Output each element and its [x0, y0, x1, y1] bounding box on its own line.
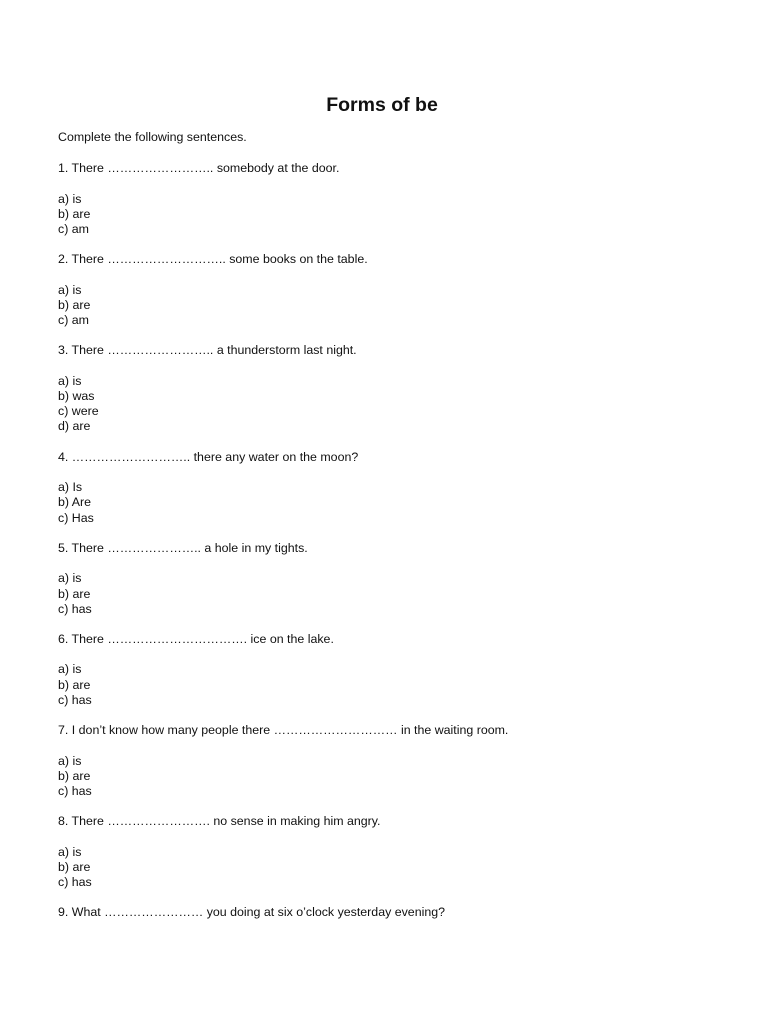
question-text: 5. There ………………….. a hole in my tights. [58, 540, 308, 555]
instruction-text: Complete the following sentences. [58, 130, 247, 144]
answer-options [58, 192, 738, 238]
question-text: 4. ……………………….. there any water on the moon? [58, 449, 359, 464]
question-2 [58, 252, 738, 328]
question-text: 3. There …………………….. a thunderstorm last night. [58, 343, 357, 358]
answer-option: a) is [58, 191, 82, 206]
answer-options [58, 571, 738, 617]
answer-option: b) are [58, 206, 91, 221]
answer-option: a) is [58, 753, 82, 768]
answer-options [58, 480, 738, 526]
question-text: 7. I don’t know how many people there ………………………… in the waiting room. [58, 723, 509, 738]
question-text: 2. There ……………………….. some books on the table. [58, 252, 368, 267]
answer-option: a) is [58, 571, 82, 586]
question-text: 6. There ……………………………. ice on the lake. [58, 631, 334, 646]
answer-option: c) has [58, 875, 92, 890]
question-8 [58, 814, 738, 890]
answer-options [58, 283, 738, 329]
answer-option: b) are [58, 768, 91, 783]
question-9 [58, 905, 738, 920]
answer-option: d) are [58, 419, 91, 434]
question-4 [58, 450, 738, 526]
worksheet-body [58, 130, 738, 921]
answer-option: c) am [58, 313, 89, 328]
answer-option: a) is [58, 282, 82, 297]
question-5 [58, 541, 738, 617]
answer-option: b) Are [58, 495, 92, 510]
question-6 [58, 632, 738, 708]
answer-option: c) Has [58, 510, 94, 525]
answer-option: b) are [58, 859, 91, 874]
answer-option: b) are [58, 586, 91, 601]
answer-option: c) has [58, 783, 92, 798]
question-text: 8. There ……………………. no sense in making him angry. [58, 814, 381, 829]
answer-option: b) was [58, 389, 95, 404]
answer-option: b) are [58, 297, 91, 312]
answer-options [58, 845, 738, 891]
question-3 [58, 343, 738, 434]
answer-option: b) are [58, 677, 91, 692]
question-7 [58, 723, 738, 799]
answer-options [58, 754, 738, 800]
answer-option: a) is [58, 662, 82, 677]
answer-option: a) is [58, 844, 82, 859]
question-text: 1. There …………………….. somebody at the door. [58, 161, 340, 175]
question-text: 9. What …………………… you doing at six o’clock yesterday evening? [58, 905, 446, 920]
answer-option: a) Is [58, 480, 83, 495]
page-title: Forms of be [326, 94, 438, 116]
answer-option: c) has [58, 692, 92, 707]
answer-option: c) has [58, 601, 92, 616]
answer-option: c) am [58, 221, 89, 236]
answer-options [58, 374, 738, 435]
answer-option: c) were [58, 404, 99, 419]
answer-options [58, 662, 738, 708]
answer-option: a) is [58, 373, 82, 388]
question-1 [58, 161, 738, 237]
